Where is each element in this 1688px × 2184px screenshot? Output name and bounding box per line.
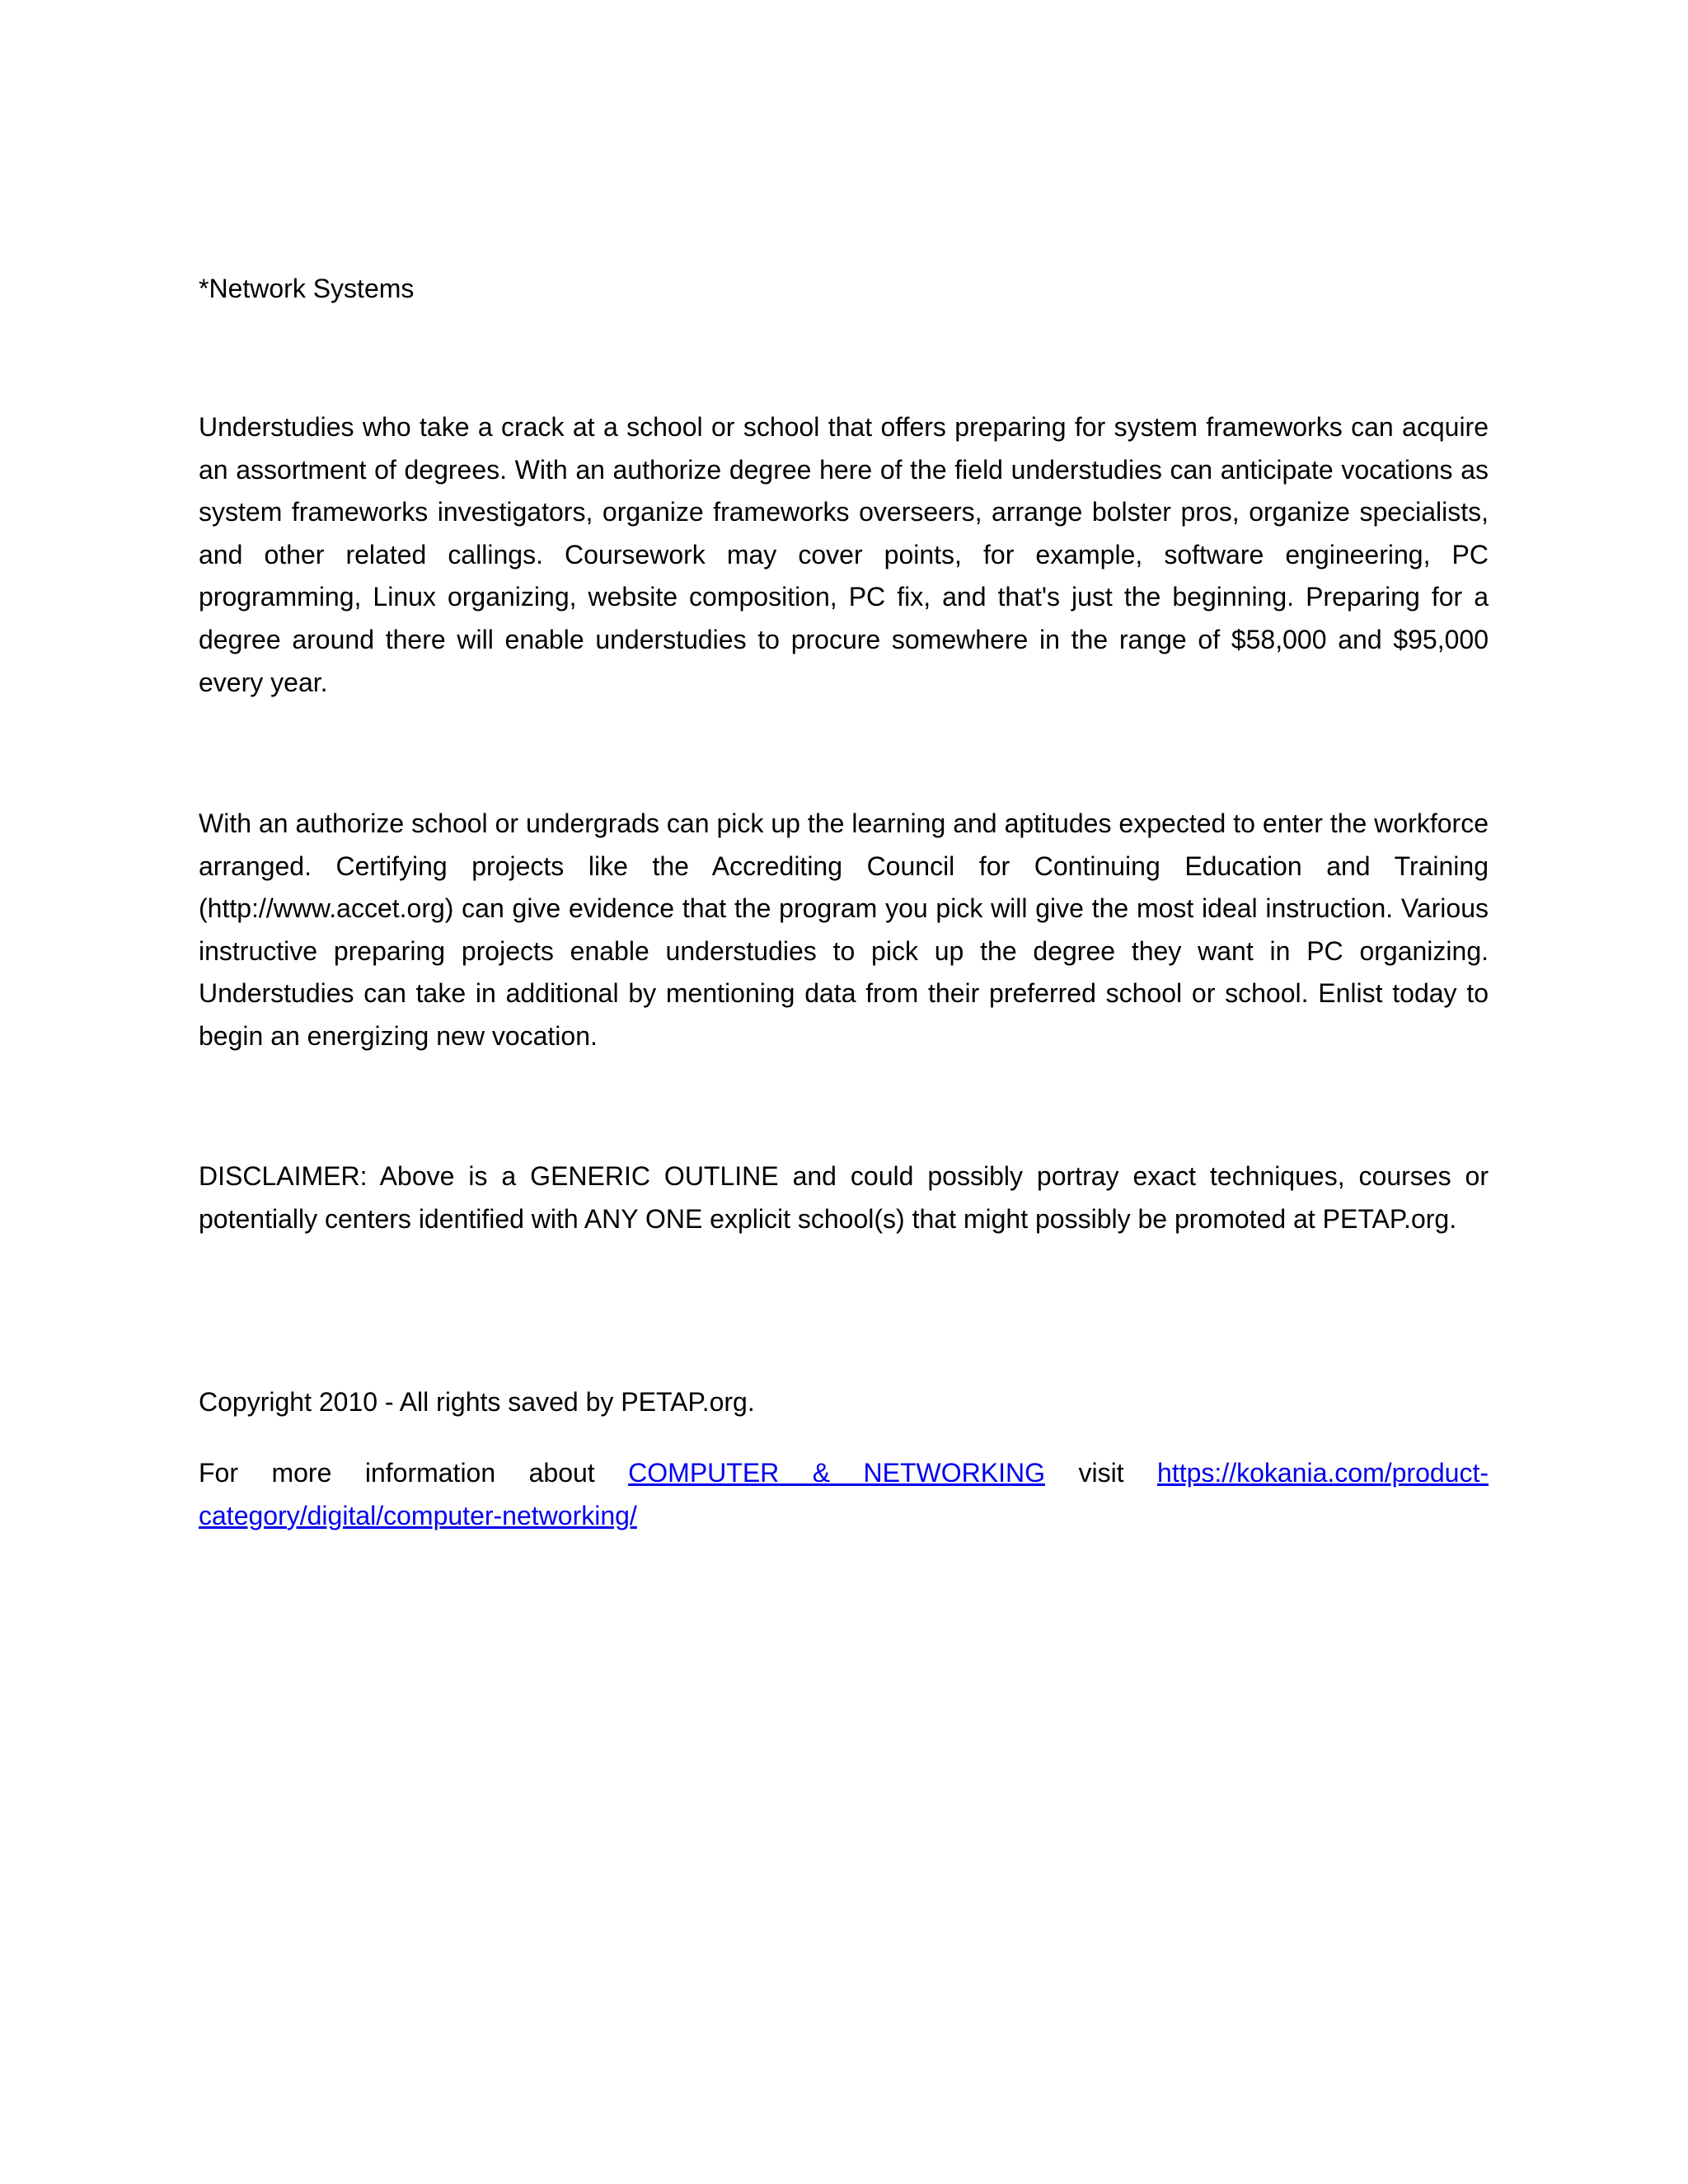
disclaimer-paragraph: DISCLAIMER: Above is a GENERIC OUTLINE and could possibly portray exact techniques, courses or potentially centers identified with ANY ONE explicit school(s) that might possibly be promoted at PETAP.org. bbox=[199, 1161, 1489, 1234]
more-info-prefix: For more information about bbox=[199, 1458, 595, 1488]
paragraph-accreditation: With an authorize school or undergrads can pick up the learning and aptitudes expected to enter the workforce arranged. Certifying projects like the Accrediting Council for Continuing Education and Training (http://www.accet.org) can give evidence that the program you pick will give the most ideal instruction. Various instructive preparing projects enable understudies to pick up the degree they want in PC organizing. Understudies can take in additional by mentioning data from their preferred school or school. Enlist today to begin an energizing new vocation. bbox=[199, 808, 1489, 1051]
category-link[interactable]: COMPUTER & NETWORKING bbox=[628, 1458, 1045, 1488]
section-heading: *Network Systems bbox=[199, 274, 415, 303]
more-info-paragraph bbox=[199, 1452, 1489, 1537]
copyright-notice: Copyright 2010 - All rights saved by PETAP.org. bbox=[199, 1387, 755, 1417]
more-info-visit: visit bbox=[1078, 1458, 1124, 1488]
url-link[interactable]: https://kokania.com/product-category/digital/computer-networking/ bbox=[199, 1458, 1489, 1530]
paragraph-degrees: Understudies who take a crack at a school or school that offers preparing for system frameworks can acquire an assortment of degrees. With an authorize degree here of the field understudies can anticipate vocations as system frameworks investigators, organize frameworks overseers, arrange bolster pros, organize specialists, and other related callings. Coursework may cover points, for example, software engineering, PC programming, Linux organizing, website composition, PC fix, and that's just the beginning. Preparing for a degree around there will enable understudies to procure somewhere in the range of $58,000 and $95,000 every year. bbox=[199, 412, 1489, 697]
